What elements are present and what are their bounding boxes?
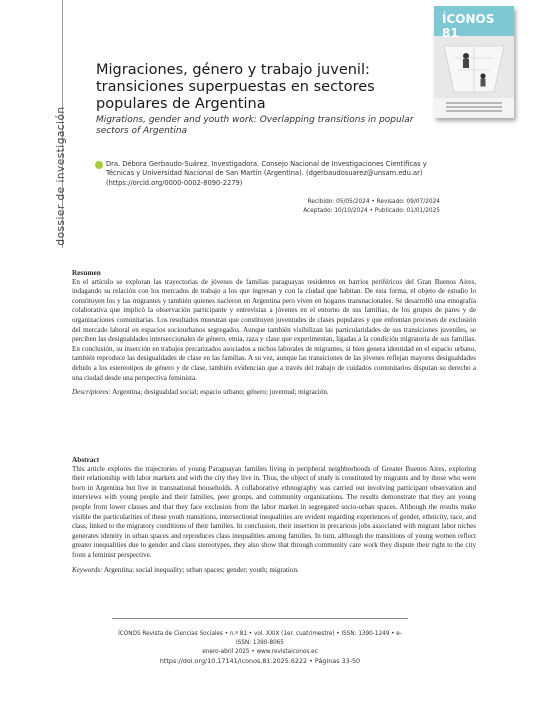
dates-accepted-published: Aceptado: 10/10/2024 • Publicado: 01/01/2025 bbox=[303, 208, 440, 214]
article-title: Migraciones, género y trabajo juvenil: transiciones superpuestas en sectores populares de Argentina bbox=[96, 62, 375, 112]
abstract-keywords-text: Argentina; social inequality; urban spaces; gender; youth; migration. bbox=[103, 565, 299, 574]
resumen-keywords-label: Descriptores: bbox=[72, 388, 111, 397]
resumen-section bbox=[72, 268, 476, 398]
footer-journal-info: ÍCONOS Revista de Ciencias Sociales • n.º 81 • vol. XXIX (1er. cuatrimestre) • ISSN: 1390-1249 • e-ISSN: 1390-8065 bbox=[118, 631, 402, 646]
section-label: dossier de investigación bbox=[55, 106, 67, 246]
resumen-body: En el artículo se exploran las trayectorias de jóvenes de familias paraguayas residentes en barrios periféricos del Gran Buenos Aires, indagando su relación con los mercados de trabajo a los que ingresan y con la ciudad que habitan. De esta forma, el objeto de estudio lo constituyen los y las migrantes y también quienes nacieron en Argentina pero viven en hogares transnacionales. Se desarrolló una etnografía colaborativa que implicó la observación participante y entrevistas a jóvenes en el entorno de sus familias, de los grupos de pares y de organizaciones comunitarias. Los resultados muestran que constituyen juventudes de clases populares y que enfrentan procesos de exclusión del mercado laboral en espacios sociourbanos segregados. Aunque también visibilizan las particularidades de sus transiciones juveniles, se perciben las desigualdades interseccionales de género, etnia, raza y clase que experimentan, ligadas a la condición migratoria de sus familias. En conclusión, su inserción en trabajos precarizados asociados a nichos laborales de migrantes, si bien genera identidad en el espacio urbano, también reproduce las desigualdades de clase en las familias. A su vez, aunque las transiciones de las jóvenes reflejan mayores desigualdades debido a los estereotipos de género y de clase, también evidencian que a través del trabajo de cuidados comunitarios disputan su derecho a una ciudad desde una perspectiva feminista. bbox=[72, 277, 476, 382]
abstract-body: This article explores the trajectories of young Paraguayan families living in peripheral neighborhoods of Greater Buenos Aires, exploring their relationship with labor markets and with the city they live in. Thus, the object of study is constituted by migrants and by those who were born in Argentina but live in transnational households. A collaborative ethnography was carried out involving participant observation and interviews with young people and their families, peer groups, and community organizations. The results demonstrate that they are young people from lower classes and that they face exclusion from the labor market in segregated socio-urban spaces. Although the results make visible the particularities of these youth transitions, intersectional inequalities are evident regarding experiences of gender, ethnicity, race, and class, linked to the migratory conditions of their families. In conclusion, their insertion in precarious jobs associated with migrant labor niches generates identity in urban spaces and reproduces class inequalities among families. In turn, although the transitions of young women reflect greater inequalities due to gender and class stereotypes, they also show that through community care work they dispute their right to the city from a feminist perspective. bbox=[72, 464, 476, 559]
article-dates bbox=[303, 198, 440, 216]
dates-received-reviewed: Recibido: 05/05/2024 • Revisado: 09/07/2024 bbox=[307, 199, 440, 205]
journal-footer bbox=[112, 630, 408, 666]
resumen-heading: Resumen bbox=[72, 268, 101, 277]
resumen-keywords-text: Argentina; desigualdad social; espacio urbano; género; juventud; migración. bbox=[112, 388, 329, 397]
cover-title: ÍCONOS 81 bbox=[442, 12, 495, 40]
footer-doi-pages[interactable]: https://doi.org/10.17141/iconos.81.2025.6222 • Páginas 33-50 bbox=[159, 657, 361, 665]
orcid-icon[interactable] bbox=[95, 161, 103, 169]
resumen-keywords bbox=[72, 388, 476, 398]
abstract-keywords-label: Keywords: bbox=[72, 565, 103, 574]
author-info: Dra. Débora Gerbaudo-Suárez. Investigadora. Consejo Nacional de Investigaciones Científicas y Técnicas y Universidad Nacional de San Martín (Argentina). (dgerbaudosuarez@unsam.edu.ar) (https://orcid.org/0000-0002-8090-2279) bbox=[106, 160, 427, 187]
abstract-section bbox=[72, 455, 476, 575]
journal-cover bbox=[434, 6, 514, 118]
abstract-keywords bbox=[72, 566, 476, 576]
footer-rule bbox=[112, 618, 408, 619]
footer-issue-website: enero-abril 2025 • www.revistaiconos.ec bbox=[202, 649, 318, 655]
abstract-heading: Abstract bbox=[72, 455, 100, 464]
article-subtitle: Migrations, gender and youth work: Overlapping transitions in popular sectors of Argentina bbox=[96, 115, 414, 136]
